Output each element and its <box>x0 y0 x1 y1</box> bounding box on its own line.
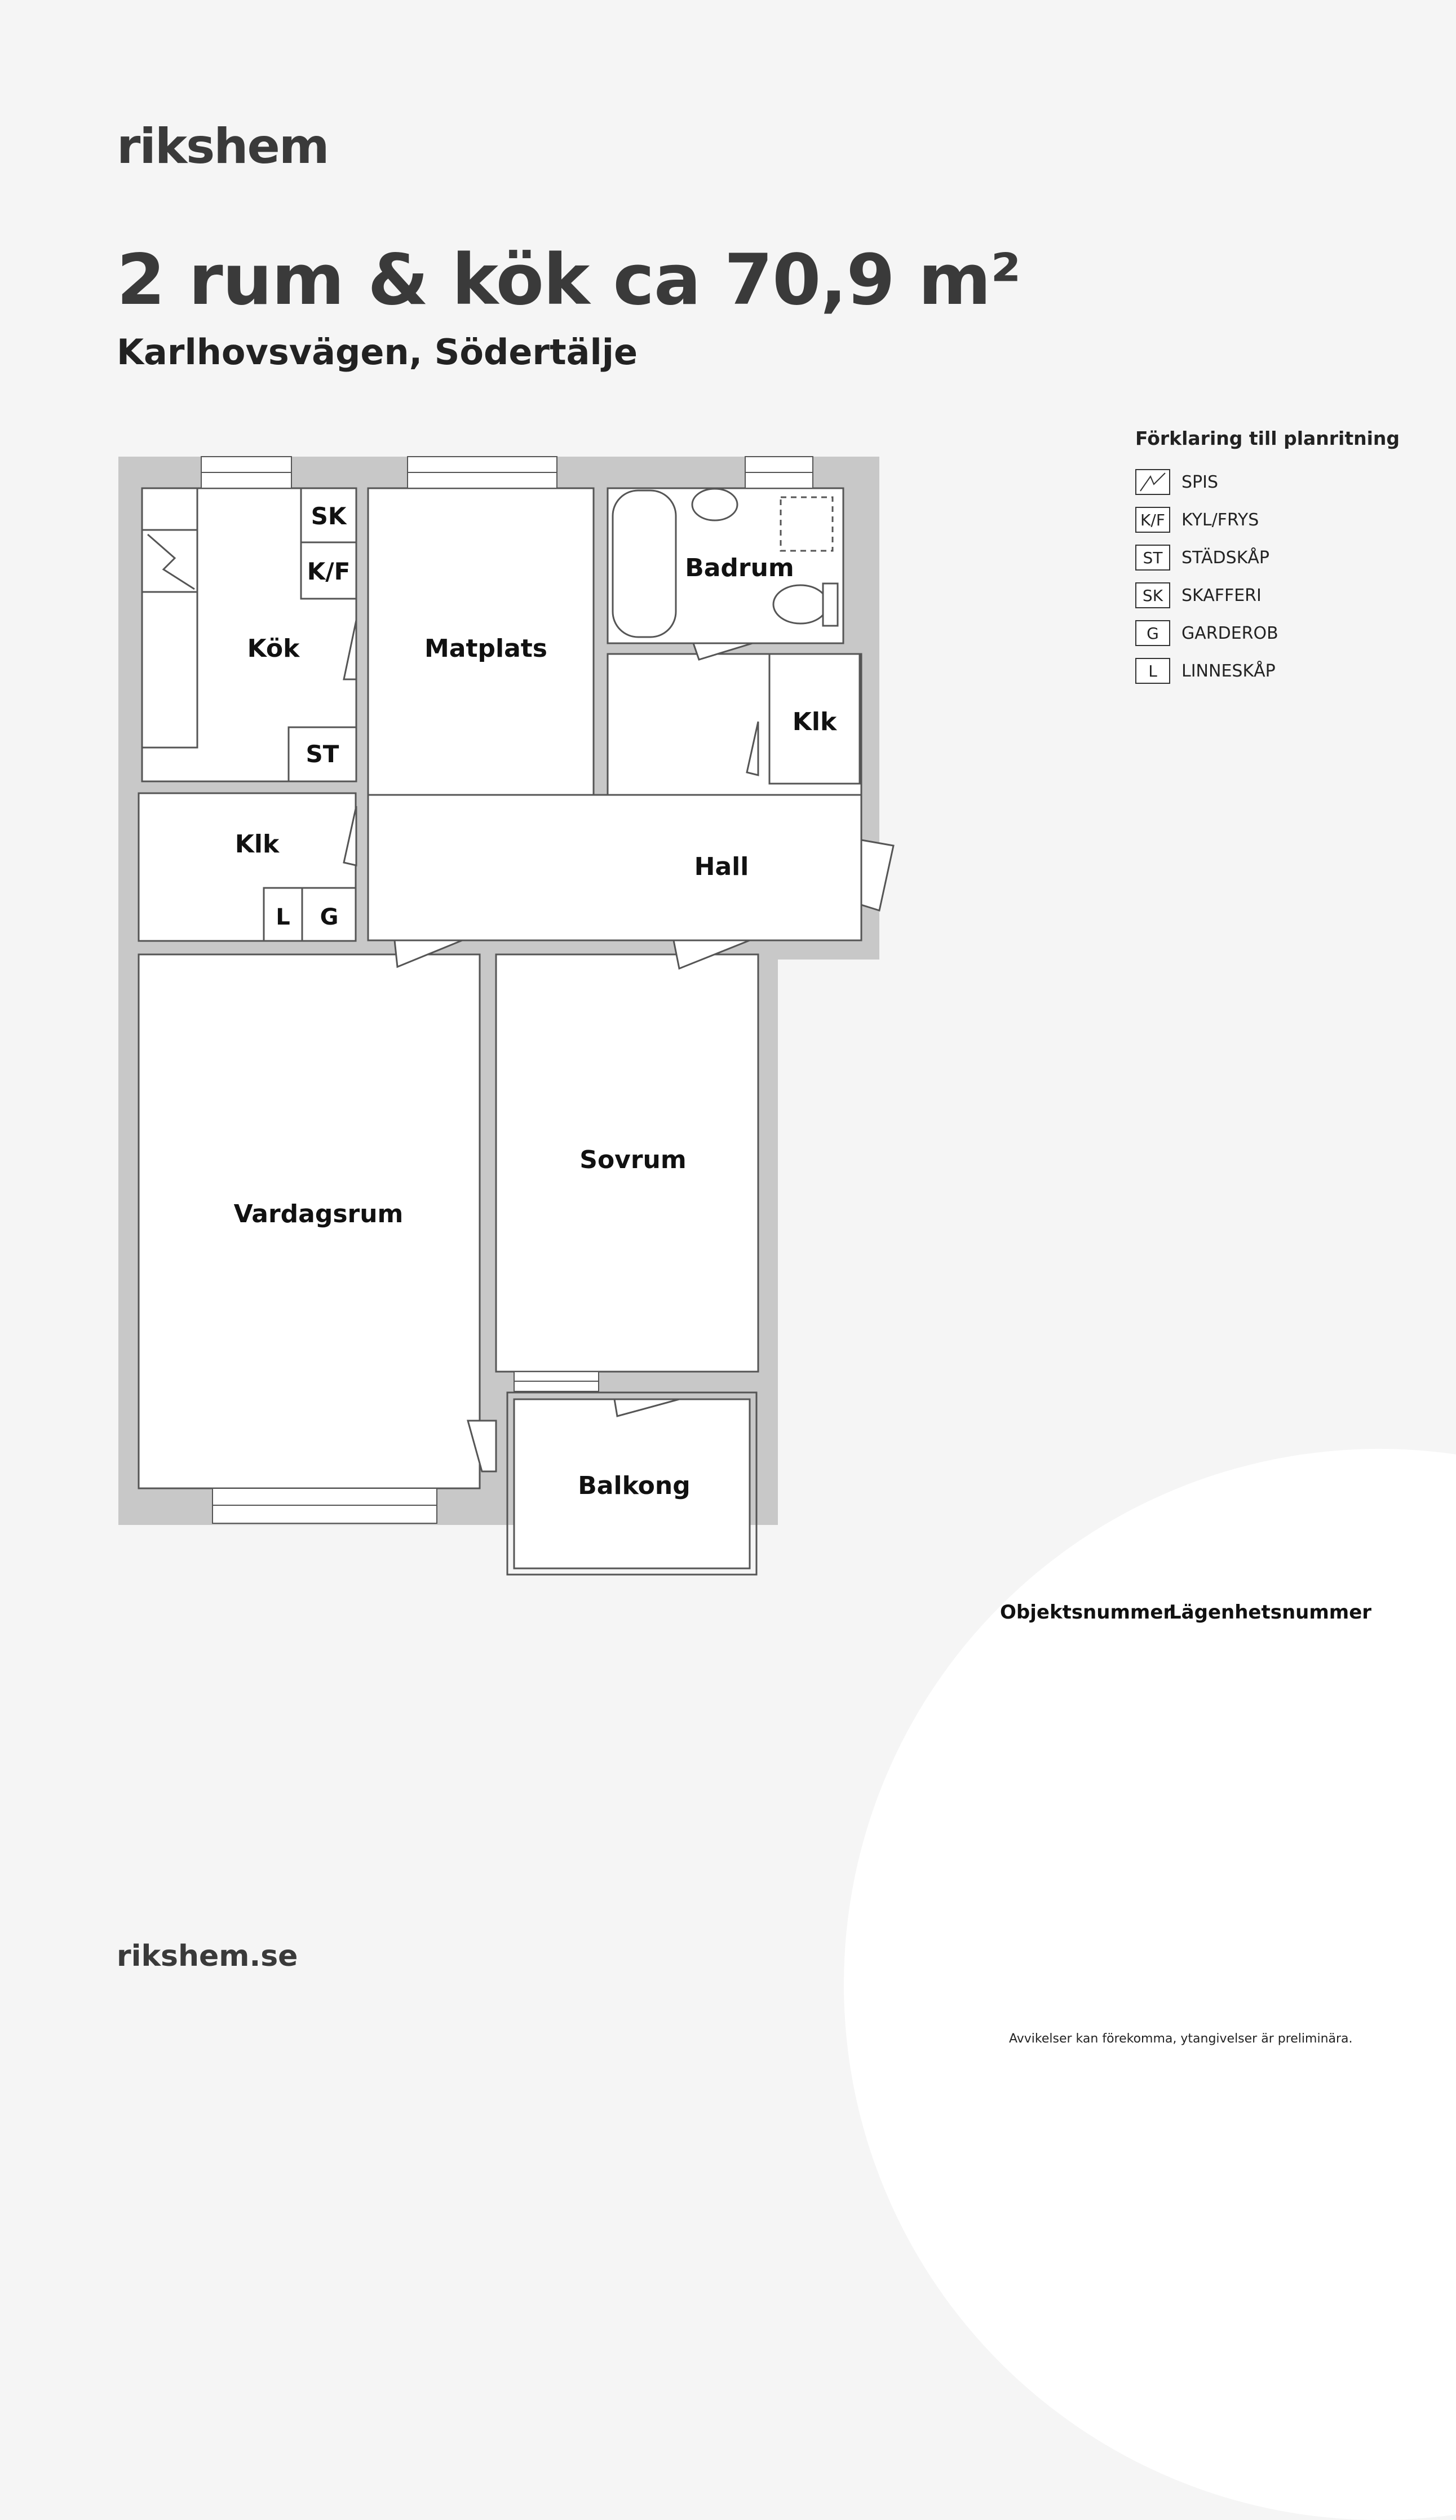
label-st: ST <box>306 740 339 768</box>
sink <box>692 489 737 520</box>
website-link[interactable]: rikshem.se <box>117 1939 298 1973</box>
legend-item <box>1135 543 1400 572</box>
bathtub <box>613 490 676 637</box>
label-klk-left: Klk <box>234 830 280 859</box>
label-kf: K/F <box>307 558 351 585</box>
legend-code: L <box>1135 658 1170 684</box>
legend-code: SK <box>1135 582 1170 608</box>
legend-item <box>1135 468 1400 496</box>
room-hall-lower <box>368 795 861 940</box>
toilet <box>773 585 827 624</box>
stove-icon <box>1135 469 1170 495</box>
door-entrance <box>861 840 893 910</box>
legend-label: GARDEROB <box>1181 623 1278 643</box>
legend-item <box>1135 506 1400 534</box>
page-title: 2 rum & kök ca 70,9 m² <box>117 240 1021 321</box>
label-sk: SK <box>311 502 347 530</box>
label-hall: Hall <box>694 852 749 881</box>
legend-item <box>1135 657 1400 685</box>
brand-logo: rikshem <box>117 118 329 175</box>
label-balkong: Balkong <box>578 1471 691 1500</box>
legend-item <box>1135 581 1400 609</box>
apartment-number-label: Lägenhetsnummer <box>1169 1601 1372 1624</box>
legend-label: KYL/FRYS <box>1181 510 1259 530</box>
label-kok: Kök <box>247 634 300 663</box>
label-matplats: Matplats <box>424 634 548 663</box>
label-vardagsrum: Vardagsrum <box>233 1200 404 1228</box>
object-number-label: Objektsnummer <box>1000 1601 1173 1624</box>
legend-label: SKAFFERI <box>1181 585 1262 605</box>
label-sovrum: Sovrum <box>579 1146 687 1174</box>
legend-title: Förklaring till planritning <box>1135 427 1400 449</box>
legend-label: LINNESKÅP <box>1181 661 1276 681</box>
label-badrum: Badrum <box>685 554 794 582</box>
counter <box>142 488 197 748</box>
address: Karlhovsvägen, Södertälje <box>117 331 638 373</box>
legend-item <box>1135 619 1400 647</box>
label-klk-right: Klk <box>792 708 837 736</box>
legend-code: ST <box>1135 545 1170 571</box>
legend-label: SPIS <box>1181 472 1219 492</box>
label-g: G <box>320 904 339 930</box>
legend-code: G <box>1135 620 1170 646</box>
disclaimer: Avvikelser kan förekomma, ytangivelser är preliminära. <box>1009 2032 1353 2046</box>
toilet-tank <box>823 583 838 626</box>
legend-label: STÄDSKÅP <box>1181 547 1269 568</box>
legend-code: K/F <box>1135 507 1170 533</box>
label-l: L <box>276 904 290 930</box>
legend <box>1135 427 1400 695</box>
stove <box>142 530 197 592</box>
